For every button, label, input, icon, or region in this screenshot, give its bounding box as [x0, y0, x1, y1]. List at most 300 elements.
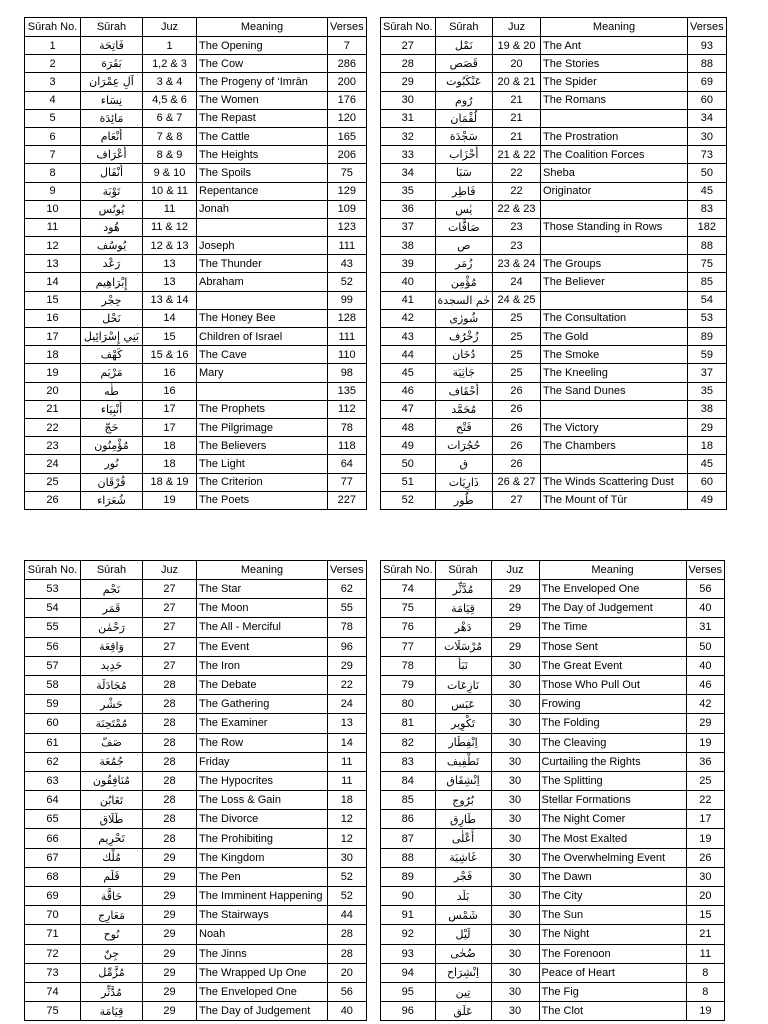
- verses-cell: 83: [688, 200, 727, 218]
- meaning-cell: [197, 291, 328, 309]
- surah-arabic-name-cell: رُوم: [435, 91, 492, 109]
- meaning-cell: The Night Comer: [539, 810, 686, 829]
- meaning-cell: The Ant: [541, 37, 688, 55]
- surah-arabic-name-cell: قِيَامَة: [81, 1002, 143, 1021]
- meaning-cell: The Iron: [197, 656, 328, 675]
- surah-arabic-name-cell: قِيَامَة: [435, 599, 491, 618]
- juz-cell: 18 & 19: [143, 473, 197, 491]
- surah-number-cell: 92: [381, 925, 436, 944]
- surah-arabic-name-cell: ص: [435, 237, 492, 255]
- verses-cell: 28: [328, 925, 367, 944]
- verses-cell: 20: [328, 963, 367, 982]
- verses-cell: 8: [686, 963, 725, 982]
- surah-arabic-name-cell: تَكْوِير: [435, 714, 491, 733]
- verses-cell: 85: [688, 273, 727, 291]
- meaning-cell: Children of Israel: [197, 328, 328, 346]
- juz-cell: 22: [493, 182, 541, 200]
- meaning-cell: The Prostration: [541, 127, 688, 145]
- surah-arabic-name-cell: حَجّ: [81, 418, 143, 436]
- table-row: [25, 255, 367, 273]
- juz-cell: 27: [143, 637, 197, 656]
- table-row: [381, 109, 727, 127]
- surah-number-cell: 81: [381, 714, 436, 733]
- meaning-cell: [541, 237, 688, 255]
- juz-cell: 11 & 12: [143, 218, 197, 236]
- juz-cell: 30: [491, 925, 539, 944]
- meaning-cell: The Kneeling: [541, 364, 688, 382]
- verses-cell: 22: [686, 791, 725, 810]
- juz-cell: 30: [491, 791, 539, 810]
- table-row: [25, 73, 367, 91]
- surah-number-cell: 62: [25, 752, 81, 771]
- table-row: [25, 887, 367, 906]
- surah-number-cell: 36: [381, 200, 436, 218]
- surah-arabic-name-cell: طٰه: [81, 382, 143, 400]
- juz-cell: 26: [493, 418, 541, 436]
- table-row: [25, 109, 367, 127]
- surah-arabic-name-cell: فَاطِر: [435, 182, 492, 200]
- meaning-cell: The Opening: [197, 37, 328, 55]
- juz-cell: 18: [143, 455, 197, 473]
- surah-arabic-name-cell: ذَارِيَات: [435, 473, 492, 491]
- surah-number-cell: 72: [25, 944, 81, 963]
- table-row: [25, 599, 367, 618]
- surah-number-cell: 52: [381, 491, 436, 509]
- surah-number-cell: 45: [381, 364, 436, 382]
- surah-number-cell: 20: [25, 382, 81, 400]
- verses-cell: 50: [688, 164, 727, 182]
- verses-cell: 7: [328, 37, 367, 55]
- table-row: [381, 328, 727, 346]
- surah-arabic-name-cell: أَنْبِيَاء: [81, 400, 143, 418]
- table-row: [25, 237, 367, 255]
- juz-cell: 19: [143, 491, 197, 509]
- meaning-cell: The Consultation: [541, 309, 688, 327]
- surah-number-cell: 29: [381, 73, 436, 91]
- table-row: [25, 364, 367, 382]
- table-row: [381, 418, 727, 436]
- juz-cell: 20: [493, 55, 541, 73]
- meaning-cell: The Chambers: [541, 437, 688, 455]
- surah-arabic-name-cell: حَدِيد: [81, 656, 143, 675]
- surah-arabic-name-cell: عَبَس: [435, 695, 491, 714]
- verses-cell: 88: [688, 237, 727, 255]
- verses-cell: 286: [328, 55, 367, 73]
- juz-cell: 30: [491, 810, 539, 829]
- juz-cell: 27: [143, 656, 197, 675]
- juz-cell: 30: [491, 906, 539, 925]
- juz-cell: 30: [491, 848, 539, 867]
- table-row: [25, 382, 367, 400]
- surah-arabic-name-cell: وَاقِعَة: [81, 637, 143, 656]
- meaning-cell: The Enveloped One: [539, 580, 686, 599]
- surah-arabic-name-cell: حُجُرَات: [435, 437, 492, 455]
- surah-number-cell: 87: [381, 829, 436, 848]
- meaning-cell: The Jinns: [197, 944, 328, 963]
- header-meaning: Meaning: [197, 561, 328, 580]
- surah-number-cell: 56: [25, 637, 81, 656]
- meaning-cell: The Smoke: [541, 346, 688, 364]
- juz-cell: 28: [143, 695, 197, 714]
- juz-cell: 13: [143, 255, 197, 273]
- header-surah: Sūrah: [81, 18, 143, 37]
- juz-cell: 21: [493, 127, 541, 145]
- verses-cell: 52: [328, 887, 367, 906]
- surah-arabic-name-cell: مَرْيَم: [81, 364, 143, 382]
- surah-arabic-name-cell: دَهْر: [435, 618, 491, 637]
- juz-cell: 24: [493, 273, 541, 291]
- verses-cell: 88: [688, 55, 727, 73]
- verses-cell: 93: [688, 37, 727, 55]
- verses-cell: 110: [328, 346, 367, 364]
- table-row: [381, 55, 727, 73]
- surah-number-cell: 37: [381, 218, 436, 236]
- meaning-cell: [197, 382, 328, 400]
- meaning-cell: The Criterion: [197, 473, 328, 491]
- verses-cell: 8: [686, 982, 725, 1001]
- table-row: [25, 491, 367, 509]
- juz-cell: 27: [143, 618, 197, 637]
- juz-cell: 30: [491, 675, 539, 694]
- surah-arabic-name-cell: هُود: [81, 218, 143, 236]
- juz-cell: 27: [143, 580, 197, 599]
- table-row: [381, 829, 725, 848]
- meaning-cell: The Poets: [197, 491, 328, 509]
- surah-arabic-name-cell: نَبَأ: [435, 656, 491, 675]
- table-row: [25, 848, 367, 867]
- table-row: [381, 255, 727, 273]
- meaning-cell: The Believer: [541, 273, 688, 291]
- verses-cell: 128: [328, 309, 367, 327]
- surah-number-cell: 89: [381, 867, 436, 886]
- meaning-cell: The Winds Scattering Dust: [541, 473, 688, 491]
- juz-cell: 30: [491, 733, 539, 752]
- surah-number-cell: 27: [381, 37, 436, 55]
- meaning-cell: Repentance: [197, 182, 328, 200]
- meaning-cell: The Cattle: [197, 127, 328, 145]
- verses-cell: 60: [688, 473, 727, 491]
- verses-cell: 29: [686, 714, 725, 733]
- verses-cell: 34: [688, 109, 727, 127]
- surah-table-4: [380, 560, 725, 1021]
- juz-cell: 26: [493, 382, 541, 400]
- surah-arabic-name-cell: قَلَم: [81, 867, 143, 886]
- table-row: [25, 580, 367, 599]
- verses-cell: 98: [328, 364, 367, 382]
- table-row: [25, 944, 367, 963]
- meaning-cell: The Believers: [197, 437, 328, 455]
- meaning-cell: The Pen: [197, 867, 328, 886]
- surah-number-cell: 65: [25, 810, 81, 829]
- surah-arabic-name-cell: نَجْم: [81, 580, 143, 599]
- verses-cell: 50: [686, 637, 725, 656]
- verses-cell: 52: [328, 867, 367, 886]
- juz-cell: 13: [143, 273, 197, 291]
- surah-arabic-name-cell: زُمَر: [435, 255, 492, 273]
- surah-number-cell: 55: [25, 618, 81, 637]
- table-row: [25, 810, 367, 829]
- meaning-cell: The Cleaving: [539, 733, 686, 752]
- table-row: [25, 714, 367, 733]
- verses-cell: 15: [686, 906, 725, 925]
- juz-cell: 29: [491, 599, 539, 618]
- surah-arabic-name-cell: فَاتِحَة: [81, 37, 143, 55]
- meaning-cell: Those Sent: [539, 637, 686, 656]
- surah-arabic-name-cell: مَعَارِج: [81, 906, 143, 925]
- juz-cell: 30: [491, 867, 539, 886]
- juz-cell: 28: [143, 810, 197, 829]
- juz-cell: 19 & 20: [493, 37, 541, 55]
- surah-arabic-name-cell: أَنْعَام: [81, 127, 143, 145]
- table-row: [25, 37, 367, 55]
- meaning-cell: The Great Event: [539, 656, 686, 675]
- verses-cell: 73: [688, 146, 727, 164]
- surah-arabic-name-cell: بَنِي إِسْرَائِيل: [81, 328, 143, 346]
- header-juz: Juz: [143, 18, 197, 37]
- juz-cell: 14: [143, 309, 197, 327]
- surah-arabic-name-cell: مُؤْمِن: [435, 273, 492, 291]
- table-row: [25, 637, 367, 656]
- verses-cell: 120: [328, 109, 367, 127]
- header-surah-no: Sūrah No.: [381, 561, 436, 580]
- surah-number-cell: 57: [25, 656, 81, 675]
- juz-cell: 26: [493, 455, 541, 473]
- table-row: [25, 618, 367, 637]
- surah-number-cell: 53: [25, 580, 81, 599]
- meaning-cell: The Cave: [197, 346, 328, 364]
- surah-arabic-name-cell: جِنّ: [81, 944, 143, 963]
- juz-cell: 1,2 & 3: [143, 55, 197, 73]
- meaning-cell: The Thunder: [197, 255, 328, 273]
- meaning-cell: The Light: [197, 455, 328, 473]
- meaning-cell: The Sand Dunes: [541, 382, 688, 400]
- surah-number-cell: 84: [381, 771, 436, 790]
- juz-cell: 29: [143, 1002, 197, 1021]
- juz-cell: 22 & 23: [493, 200, 541, 218]
- verses-cell: 14: [328, 733, 367, 752]
- meaning-cell: The Prophets: [197, 400, 328, 418]
- verses-cell: 12: [328, 810, 367, 829]
- juz-cell: 28: [143, 829, 197, 848]
- juz-cell: 29: [143, 982, 197, 1001]
- surah-number-cell: 16: [25, 309, 81, 327]
- surah-arabic-name-cell: فَتْح: [435, 418, 492, 436]
- table-row: [381, 473, 727, 491]
- surah-number-cell: 66: [25, 829, 81, 848]
- header-verses: Verses: [328, 561, 367, 580]
- table-row: [25, 291, 367, 309]
- meaning-cell: Peace of Heart: [539, 963, 686, 982]
- table-row: [381, 618, 725, 637]
- surah-arabic-name-cell: قَصَص: [435, 55, 492, 73]
- surah-number-cell: 6: [25, 127, 81, 145]
- meaning-cell: The Spider: [541, 73, 688, 91]
- table-row: [381, 437, 727, 455]
- surah-arabic-name-cell: طَارِق: [435, 810, 491, 829]
- verses-cell: 40: [686, 656, 725, 675]
- table-header-row: [381, 18, 727, 37]
- surah-arabic-name-cell: لُقْمَان: [435, 109, 492, 127]
- juz-cell: 26 & 27: [493, 473, 541, 491]
- table-row: [25, 218, 367, 236]
- table-row: [381, 963, 725, 982]
- meaning-cell: The Heights: [197, 146, 328, 164]
- surah-arabic-name-cell: دُخَان: [435, 346, 492, 364]
- surah-arabic-name-cell: سَبَا: [435, 164, 492, 182]
- meaning-cell: The Overwhelming Event: [539, 848, 686, 867]
- surah-number-cell: 82: [381, 733, 436, 752]
- table-row: [381, 925, 725, 944]
- table-row: [25, 309, 367, 327]
- verses-cell: 40: [328, 1002, 367, 1021]
- juz-cell: 29: [143, 963, 197, 982]
- verses-cell: 30: [686, 867, 725, 886]
- juz-cell: 16: [143, 382, 197, 400]
- surah-number-cell: 47: [381, 400, 436, 418]
- table-row: [25, 164, 367, 182]
- table-row: [381, 906, 725, 925]
- surah-arabic-name-cell: اِنْشِقَاق: [435, 771, 491, 790]
- meaning-cell: The Gathering: [197, 695, 328, 714]
- surah-arabic-name-cell: أَحْقَاف: [435, 382, 492, 400]
- surah-number-cell: 91: [381, 906, 436, 925]
- table-row: [25, 200, 367, 218]
- surah-arabic-name-cell: نِسَاء: [81, 91, 143, 109]
- juz-cell: 30: [491, 771, 539, 790]
- meaning-cell: Noah: [197, 925, 328, 944]
- surah-number-cell: 58: [25, 675, 81, 694]
- verses-cell: 59: [688, 346, 727, 364]
- surah-arabic-name-cell: حَاقَّة: [81, 887, 143, 906]
- surah-arabic-name-cell: أَعْلٰى: [435, 829, 491, 848]
- meaning-cell: The Enveloped One: [197, 982, 328, 1001]
- surah-number-cell: 93: [381, 944, 436, 963]
- verses-cell: 44: [328, 906, 367, 925]
- meaning-cell: Stellar Formations: [539, 791, 686, 810]
- juz-cell: 3 & 4: [143, 73, 197, 91]
- juz-cell: 29: [143, 906, 197, 925]
- header-surah-no: Sūrah No.: [381, 18, 436, 37]
- surah-table-2: [380, 17, 727, 510]
- juz-cell: 29: [143, 944, 197, 963]
- surah-arabic-name-cell: رَحْمٰن: [81, 618, 143, 637]
- surah-arabic-name-cell: شَمْس: [435, 906, 491, 925]
- table-row: [381, 91, 727, 109]
- header-verses: Verses: [688, 18, 727, 37]
- table-row: [25, 437, 367, 455]
- juz-cell: 28: [143, 714, 197, 733]
- surah-number-cell: 31: [381, 109, 436, 127]
- verses-cell: 12: [328, 829, 367, 848]
- surah-arabic-name-cell: أَعْرَاف: [81, 146, 143, 164]
- table-row: [25, 675, 367, 694]
- verses-cell: 111: [328, 328, 367, 346]
- table-row: [381, 364, 727, 382]
- verses-cell: 53: [688, 309, 727, 327]
- meaning-cell: The Event: [197, 637, 328, 656]
- surah-number-cell: 79: [381, 675, 436, 694]
- table-row: [25, 55, 367, 73]
- table-row: [381, 127, 727, 145]
- verses-cell: 20: [686, 887, 725, 906]
- surah-arabic-name-cell: غَاشِيَة: [435, 848, 491, 867]
- table-row: [381, 164, 727, 182]
- verses-cell: 135: [328, 382, 367, 400]
- juz-cell: 9 & 10: [143, 164, 197, 182]
- surah-number-cell: 77: [381, 637, 436, 656]
- surah-arabic-name-cell: حٰم السجدة: [435, 291, 492, 309]
- meaning-cell: Frowing: [539, 695, 686, 714]
- verses-cell: 18: [328, 791, 367, 810]
- verses-cell: 64: [328, 455, 367, 473]
- juz-cell: 29: [143, 925, 197, 944]
- meaning-cell: The Cow: [197, 55, 328, 73]
- surah-number-cell: 74: [381, 580, 436, 599]
- surah-arabic-name-cell: بَلَد: [435, 887, 491, 906]
- surah-arabic-name-cell: مُؤْمِنُون: [81, 437, 143, 455]
- verses-cell: 36: [686, 752, 725, 771]
- juz-cell: 17: [143, 400, 197, 418]
- verses-cell: 30: [688, 127, 727, 145]
- meaning-cell: The Mount of Tūr: [541, 491, 688, 509]
- surah-number-cell: 23: [25, 437, 81, 455]
- header-juz: Juz: [493, 18, 541, 37]
- verses-cell: 26: [686, 848, 725, 867]
- verses-cell: 30: [328, 848, 367, 867]
- verses-cell: 129: [328, 182, 367, 200]
- surah-arabic-name-cell: مُجَادَلَة: [81, 675, 143, 694]
- surah-number-cell: 35: [381, 182, 436, 200]
- verses-cell: 43: [328, 255, 367, 273]
- verses-cell: 42: [686, 695, 725, 714]
- surah-number-cell: 15: [25, 291, 81, 309]
- table-row: [25, 771, 367, 790]
- verses-cell: 46: [686, 675, 725, 694]
- juz-cell: 29: [143, 867, 197, 886]
- juz-cell: 10 & 11: [143, 182, 197, 200]
- surah-arabic-name-cell: أَنْفَال: [81, 164, 143, 182]
- table-row: [381, 291, 727, 309]
- meaning-cell: The Loss & Gain: [197, 791, 328, 810]
- verses-cell: 109: [328, 200, 367, 218]
- surah-arabic-name-cell: نَازِعَات: [435, 675, 491, 694]
- meaning-cell: The Day of Judgement: [539, 599, 686, 618]
- surah-number-cell: 7: [25, 146, 81, 164]
- surah-number-cell: 39: [381, 255, 436, 273]
- juz-cell: 29: [491, 580, 539, 599]
- verses-cell: 96: [328, 637, 367, 656]
- surah-number-cell: 24: [25, 455, 81, 473]
- juz-cell: 15 & 16: [143, 346, 197, 364]
- meaning-cell: The Stairways: [197, 906, 328, 925]
- meaning-cell: [541, 400, 688, 418]
- surah-number-cell: 67: [25, 848, 81, 867]
- surah-number-cell: 61: [25, 733, 81, 752]
- juz-cell: 26: [493, 400, 541, 418]
- surah-number-cell: 2: [25, 55, 81, 73]
- juz-cell: 23: [493, 237, 541, 255]
- header-juz: Juz: [491, 561, 539, 580]
- surah-arabic-name-cell: لَيْل: [435, 925, 491, 944]
- verses-cell: 227: [328, 491, 367, 509]
- surah-arabic-name-cell: آلِ عِمْرَان: [81, 73, 143, 91]
- table-row: [25, 273, 367, 291]
- verses-cell: 37: [688, 364, 727, 382]
- verses-cell: 13: [328, 714, 367, 733]
- juz-cell: 24 & 25: [493, 291, 541, 309]
- verses-cell: 75: [688, 255, 727, 273]
- meaning-cell: The Prohibiting: [197, 829, 328, 848]
